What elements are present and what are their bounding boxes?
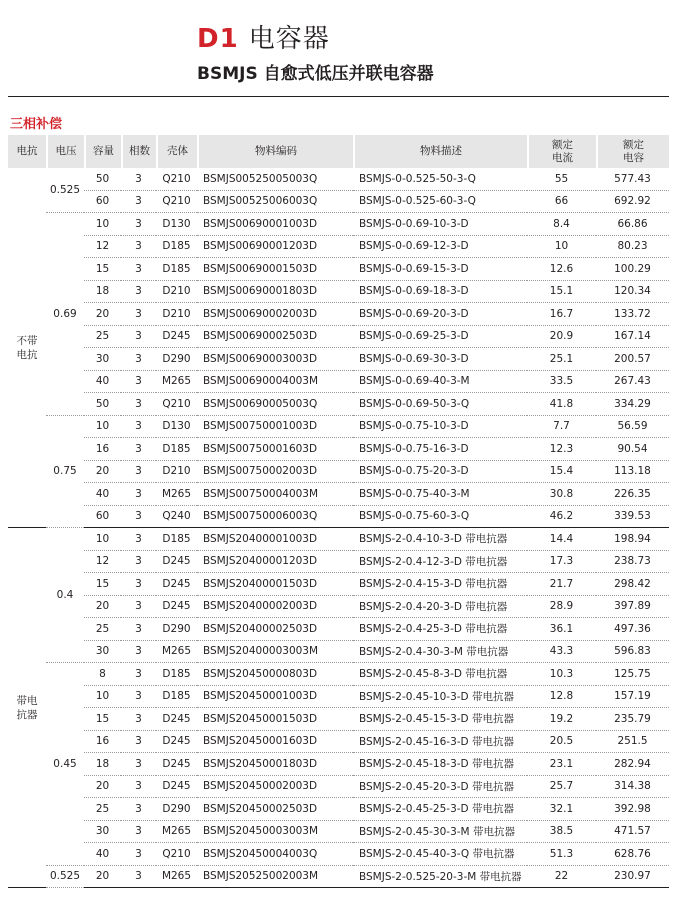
- cell-code: BSMJS00690001503D: [197, 258, 353, 281]
- cell-phases: 3: [121, 258, 156, 281]
- reactance-label-line: 抗器: [16, 708, 38, 721]
- cell-code: BSMJS20450004003Q: [197, 843, 353, 866]
- table-row: [8, 528, 669, 551]
- cell-rated-capacitance: 339.53: [596, 506, 669, 529]
- cell-housing: D245: [156, 708, 197, 731]
- cell-capacity: 18: [84, 753, 121, 776]
- cell-desc: BSMJS-2-0.4-15-3-D 带电抗器: [353, 573, 527, 596]
- cell-phases: 3: [121, 393, 156, 416]
- cell-desc: BSMJS-0-0.69-10-3-D: [353, 213, 527, 236]
- cell-housing: D185: [156, 663, 197, 686]
- cell-rated-current: 17.3: [527, 551, 596, 574]
- cell-phases: 3: [121, 483, 156, 506]
- cell-phases: 3: [121, 438, 156, 461]
- col-header-capacity: 容量: [84, 135, 121, 168]
- cell-rated-capacitance: 596.83: [596, 641, 669, 664]
- cell-code: BSMJS00690001203D: [197, 236, 353, 259]
- table-row: [8, 618, 669, 641]
- cell-code: BSMJS00690004003M: [197, 371, 353, 394]
- cell-rated-current: 36.1: [527, 618, 596, 641]
- cell-desc: BSMJS-0-0.75-10-3-D: [353, 416, 527, 439]
- cell-rated-current: 46.2: [527, 506, 596, 529]
- cell-rated-current: 12.3: [527, 438, 596, 461]
- cell-rated-current: 32.1: [527, 798, 596, 821]
- cell-code: BSMJS20450001003D: [197, 686, 353, 709]
- cell-housing: Q210: [156, 168, 197, 191]
- cell-code: BSMJS20400001003D: [197, 528, 353, 551]
- cell-code: BSMJS00690001803D: [197, 281, 353, 304]
- cell-phases: 3: [121, 753, 156, 776]
- cell-capacity: 10: [84, 528, 121, 551]
- cell-rated-current: 14.4: [527, 528, 596, 551]
- cell-rated-capacitance: 125.75: [596, 663, 669, 686]
- table-row: [8, 438, 669, 461]
- table-row: [8, 213, 669, 236]
- cell-rated-current: 51.3: [527, 843, 596, 866]
- table-row: [8, 731, 669, 754]
- cell-housing: D290: [156, 798, 197, 821]
- cell-desc: BSMJS-2-0.4-12-3-D 带电抗器: [353, 551, 527, 574]
- cell-desc: BSMJS-0-0.75-16-3-D: [353, 438, 527, 461]
- cell-capacity: 12: [84, 236, 121, 259]
- cell-phases: 3: [121, 731, 156, 754]
- cell-capacity: 50: [84, 393, 121, 416]
- cell-desc: BSMJS-2-0.45-10-3-D 带电抗器: [353, 686, 527, 709]
- cell-rated-current: 15.1: [527, 281, 596, 304]
- cell-housing: D290: [156, 348, 197, 371]
- col-header-phases: 相数: [121, 135, 156, 168]
- cell-rated-capacitance: 90.54: [596, 438, 669, 461]
- cell-desc: BSMJS-0-0.525-60-3-Q: [353, 191, 527, 214]
- cell-capacity: 10: [84, 213, 121, 236]
- cell-desc: BSMJS-0-0.69-40-3-M: [353, 371, 527, 394]
- cell-rated-capacitance: 471.57: [596, 821, 669, 844]
- cell-phases: 3: [121, 191, 156, 214]
- cell-capacity: 50: [84, 168, 121, 191]
- cell-capacity: 10: [84, 686, 121, 709]
- cell-desc: BSMJS-2-0.45-20-3-D 带电抗器: [353, 776, 527, 799]
- cell-code: BSMJS20450001803D: [197, 753, 353, 776]
- table-row: [8, 461, 669, 484]
- cell-housing: D185: [156, 438, 197, 461]
- cell-rated-current: 21.7: [527, 573, 596, 596]
- cell-rated-capacitance: 200.57: [596, 348, 669, 371]
- cell-rated-current: 20.5: [527, 731, 596, 754]
- table-row: [8, 371, 669, 394]
- cell-phases: 3: [121, 528, 156, 551]
- cell-housing: D245: [156, 731, 197, 754]
- header-line: 额定: [623, 138, 644, 151]
- cell-phases: 3: [121, 641, 156, 664]
- cell-rated-current: 33.5: [527, 371, 596, 394]
- cell-desc: BSMJS-0-0.525-50-3-Q: [353, 168, 527, 191]
- cell-desc: BSMJS-2-0.45-16-3-D 带电抗器: [353, 731, 527, 754]
- cell-phases: 3: [121, 303, 156, 326]
- cell-phases: 3: [121, 821, 156, 844]
- cell-rated-current: 66: [527, 191, 596, 214]
- cell-code: BSMJS00750002003D: [197, 461, 353, 484]
- cell-capacity: 20: [84, 596, 121, 619]
- cell-capacity: 40: [84, 483, 121, 506]
- cell-rated-capacitance: 80.23: [596, 236, 669, 259]
- cell-capacity: 12: [84, 551, 121, 574]
- cell-phases: 3: [121, 663, 156, 686]
- cell-phases: 3: [121, 348, 156, 371]
- table-row: [8, 753, 669, 776]
- cell-housing: M265: [156, 866, 197, 889]
- cell-capacity: 20: [84, 303, 121, 326]
- cell-voltage-group: 0.525: [46, 866, 84, 889]
- cell-housing: M265: [156, 371, 197, 394]
- table-row: [8, 236, 669, 259]
- cell-desc: BSMJS-2-0.45-40-3-Q 带电抗器: [353, 843, 527, 866]
- header-divider: [8, 96, 669, 97]
- cell-code: BSMJS00690001003D: [197, 213, 353, 236]
- cell-desc: BSMJS-2-0.45-8-3-D 带电抗器: [353, 663, 527, 686]
- cell-capacity: 60: [84, 191, 121, 214]
- cell-rated-current: 28.9: [527, 596, 596, 619]
- table-row: [8, 326, 669, 349]
- col-header-reactance: 电抗: [8, 135, 46, 168]
- cell-rated-capacitance: 198.94: [596, 528, 669, 551]
- cell-housing: D245: [156, 326, 197, 349]
- cell-desc: BSMJS-0-0.75-40-3-M: [353, 483, 527, 506]
- cell-capacity: 40: [84, 843, 121, 866]
- cell-rated-capacitance: 392.98: [596, 798, 669, 821]
- cell-phases: 3: [121, 596, 156, 619]
- cell-code: BSMJS00525006003Q: [197, 191, 353, 214]
- cell-phases: 3: [121, 168, 156, 191]
- cell-desc: BSMJS-0-0.69-20-3-D: [353, 303, 527, 326]
- cell-voltage-group: 0.69: [46, 213, 84, 416]
- cell-code: BSMJS00750001003D: [197, 416, 353, 439]
- cell-rated-current: 23.1: [527, 753, 596, 776]
- cell-capacity: 25: [84, 326, 121, 349]
- cell-rated-current: 55: [527, 168, 596, 191]
- table-row: [8, 551, 669, 574]
- table-row: [8, 686, 669, 709]
- cell-code: BSMJS20525002003M: [197, 866, 353, 889]
- cell-reactance-group: [8, 168, 46, 528]
- cell-rated-capacitance: 235.79: [596, 708, 669, 731]
- cell-desc: BSMJS-0-0.69-18-3-D: [353, 281, 527, 304]
- cell-desc: BSMJS-2-0.45-18-3-D 带电抗器: [353, 753, 527, 776]
- cell-rated-capacitance: 298.42: [596, 573, 669, 596]
- header-line: 电容: [623, 151, 644, 164]
- cell-desc: BSMJS-2-0.4-20-3-D 带电抗器: [353, 596, 527, 619]
- product-name: 电容器: [248, 24, 330, 54]
- cell-housing: Q210: [156, 191, 197, 214]
- cell-code: BSMJS00750006003Q: [197, 506, 353, 529]
- cell-code: BSMJS00525005003Q: [197, 168, 353, 191]
- cell-phases: 3: [121, 866, 156, 889]
- reactance-label-line: 电抗: [16, 348, 38, 361]
- table-row: [8, 191, 669, 214]
- table-row: [8, 708, 669, 731]
- cell-rated-capacitance: 282.94: [596, 753, 669, 776]
- cell-capacity: 18: [84, 281, 121, 304]
- cell-housing: D130: [156, 416, 197, 439]
- page-subtitle: BSMJS 自愈式低压并联电容器: [197, 64, 434, 84]
- cell-code: BSMJS20450002503D: [197, 798, 353, 821]
- table-row: [8, 483, 669, 506]
- cell-housing: D185: [156, 528, 197, 551]
- cell-housing: D210: [156, 281, 197, 304]
- cell-rated-capacitance: 56.59: [596, 416, 669, 439]
- cell-code: BSMJS20400002503D: [197, 618, 353, 641]
- cell-rated-capacitance: 314.38: [596, 776, 669, 799]
- cell-phases: 3: [121, 213, 156, 236]
- cell-housing: M265: [156, 821, 197, 844]
- cell-rated-current: 25.1: [527, 348, 596, 371]
- cell-rated-current: 10: [527, 236, 596, 259]
- cell-capacity: 15: [84, 708, 121, 731]
- cell-capacity: 20: [84, 866, 121, 889]
- cell-desc: BSMJS-0-0.69-12-3-D: [353, 236, 527, 259]
- cell-phases: 3: [121, 798, 156, 821]
- cell-rated-capacitance: 238.73: [596, 551, 669, 574]
- cell-capacity: 40: [84, 371, 121, 394]
- cell-housing: D130: [156, 213, 197, 236]
- table-row: [8, 641, 669, 664]
- table-row: [8, 821, 669, 844]
- cell-phases: 3: [121, 573, 156, 596]
- cell-phases: 3: [121, 506, 156, 529]
- cell-housing: D245: [156, 753, 197, 776]
- cell-desc: BSMJS-0-0.75-60-3-Q: [353, 506, 527, 529]
- table-row: [8, 866, 669, 889]
- cell-housing: M265: [156, 483, 197, 506]
- cell-rated-capacitance: 66.86: [596, 213, 669, 236]
- cell-capacity: 20: [84, 776, 121, 799]
- cell-phases: 3: [121, 776, 156, 799]
- cell-rated-current: 12.8: [527, 686, 596, 709]
- table-body: [8, 168, 669, 888]
- cell-desc: BSMJS-0-0.69-15-3-D: [353, 258, 527, 281]
- cell-rated-current: 25.7: [527, 776, 596, 799]
- cell-housing: D245: [156, 573, 197, 596]
- cell-rated-current: 43.3: [527, 641, 596, 664]
- cell-rated-current: 22: [527, 866, 596, 889]
- cell-rated-capacitance: 267.43: [596, 371, 669, 394]
- capacitor-spec-table: [8, 135, 669, 888]
- cell-rated-current: 8.4: [527, 213, 596, 236]
- cell-reactance-group: [8, 528, 46, 888]
- cell-capacity: 30: [84, 821, 121, 844]
- cell-desc: BSMJS-0-0.75-20-3-D: [353, 461, 527, 484]
- cell-rated-capacitance: 497.36: [596, 618, 669, 641]
- cell-rated-current: 19.2: [527, 708, 596, 731]
- table-row: [8, 393, 669, 416]
- cell-housing: D210: [156, 303, 197, 326]
- table-row: [8, 281, 669, 304]
- cell-capacity: 15: [84, 258, 121, 281]
- cell-desc: BSMJS-0-0.69-30-3-D: [353, 348, 527, 371]
- cell-code: BSMJS00690002503D: [197, 326, 353, 349]
- cell-capacity: 16: [84, 731, 121, 754]
- cell-phases: 3: [121, 686, 156, 709]
- cell-rated-current: 16.7: [527, 303, 596, 326]
- cell-rated-capacitance: 692.92: [596, 191, 669, 214]
- cell-housing: M265: [156, 641, 197, 664]
- cell-rated-current: 7.7: [527, 416, 596, 439]
- cell-capacity: 10: [84, 416, 121, 439]
- table-row: [8, 416, 669, 439]
- cell-rated-capacitance: 251.5: [596, 731, 669, 754]
- cell-rated-capacitance: 230.97: [596, 866, 669, 889]
- cell-housing: Q210: [156, 393, 197, 416]
- cell-rated-current: 15.4: [527, 461, 596, 484]
- cell-rated-capacitance: 157.19: [596, 686, 669, 709]
- cell-code: BSMJS00690002003D: [197, 303, 353, 326]
- cell-code: BSMJS20450003003M: [197, 821, 353, 844]
- cell-desc: BSMJS-2-0.4-30-3-M 带电抗器: [353, 641, 527, 664]
- cell-code: BSMJS00690005003Q: [197, 393, 353, 416]
- cell-capacity: 60: [84, 506, 121, 529]
- cell-code: BSMJS20450001603D: [197, 731, 353, 754]
- cell-housing: Q240: [156, 506, 197, 529]
- cell-rated-capacitance: 113.18: [596, 461, 669, 484]
- cell-code: BSMJS20450001503D: [197, 708, 353, 731]
- col-header-housing: 壳体: [156, 135, 197, 168]
- cell-housing: D185: [156, 258, 197, 281]
- cell-rated-current: 12.6: [527, 258, 596, 281]
- table-row: [8, 303, 669, 326]
- table-row: [8, 258, 669, 281]
- cell-rated-current: 10.3: [527, 663, 596, 686]
- table-row: [8, 798, 669, 821]
- table-header-row: [8, 135, 669, 168]
- cell-capacity: 30: [84, 348, 121, 371]
- table-row: [8, 776, 669, 799]
- table-row: [8, 663, 669, 686]
- cell-rated-capacitance: 334.29: [596, 393, 669, 416]
- cell-rated-capacitance: 133.72: [596, 303, 669, 326]
- cell-phases: 3: [121, 281, 156, 304]
- col-header-voltage: 电压: [46, 135, 84, 168]
- header-line: 额定: [552, 138, 573, 151]
- cell-capacity: 25: [84, 798, 121, 821]
- cell-capacity: 20: [84, 461, 121, 484]
- cell-rated-current: 38.5: [527, 821, 596, 844]
- cell-phases: 3: [121, 461, 156, 484]
- cell-code: BSMJS00750001603D: [197, 438, 353, 461]
- cell-phases: 3: [121, 371, 156, 394]
- cell-code: BSMJS20400001503D: [197, 573, 353, 596]
- cell-voltage-group: 0.45: [46, 663, 84, 866]
- table-row: [8, 348, 669, 371]
- cell-voltage-group: 0.4: [46, 528, 84, 663]
- cell-capacity: 30: [84, 641, 121, 664]
- cell-housing: D210: [156, 461, 197, 484]
- cell-phases: 3: [121, 326, 156, 349]
- cell-code: BSMJS20400003003M: [197, 641, 353, 664]
- table-row: [8, 843, 669, 866]
- cell-phases: 3: [121, 843, 156, 866]
- cell-desc: BSMJS-2-0.525-20-3-M 带电抗器: [353, 866, 527, 889]
- cell-rated-capacitance: 167.14: [596, 326, 669, 349]
- col-header-desc: 物料描述: [353, 135, 527, 168]
- cell-code: BSMJS00750004003M: [197, 483, 353, 506]
- cell-phases: 3: [121, 416, 156, 439]
- cell-code: BSMJS20450002003D: [197, 776, 353, 799]
- cell-housing: D185: [156, 236, 197, 259]
- cell-rated-capacitance: 100.29: [596, 258, 669, 281]
- cell-rated-current: 41.8: [527, 393, 596, 416]
- cell-rated-capacitance: 120.34: [596, 281, 669, 304]
- cell-phases: 3: [121, 551, 156, 574]
- cell-rated-current: 20.9: [527, 326, 596, 349]
- cell-capacity: 8: [84, 663, 121, 686]
- product-code: D1: [197, 24, 239, 54]
- cell-phases: 3: [121, 236, 156, 259]
- cell-desc: BSMJS-2-0.4-10-3-D 带电抗器: [353, 528, 527, 551]
- cell-phases: 3: [121, 708, 156, 731]
- cell-phases: 3: [121, 618, 156, 641]
- section-title: 三相补偿: [10, 117, 63, 132]
- cell-capacity: 25: [84, 618, 121, 641]
- cell-voltage-group: 0.75: [46, 416, 84, 529]
- cell-code: BSMJS00690003003D: [197, 348, 353, 371]
- cell-housing: D245: [156, 596, 197, 619]
- cell-housing: D245: [156, 551, 197, 574]
- col-header-rated-capacitance: [596, 135, 669, 168]
- table-row: [8, 506, 669, 529]
- reactance-label-line: 带电: [16, 694, 38, 707]
- cell-rated-capacitance: 577.43: [596, 168, 669, 191]
- cell-housing: D245: [156, 776, 197, 799]
- cell-voltage-group: 0.525: [46, 168, 84, 213]
- cell-housing: Q210: [156, 843, 197, 866]
- cell-code: BSMJS20450000803D: [197, 663, 353, 686]
- cell-housing: D185: [156, 686, 197, 709]
- cell-desc: BSMJS-0-0.69-50-3-Q: [353, 393, 527, 416]
- cell-desc: BSMJS-2-0.4-25-3-D 带电抗器: [353, 618, 527, 641]
- table-row: [8, 168, 669, 191]
- cell-code: BSMJS20400001203D: [197, 551, 353, 574]
- col-header-code: 物料编码: [197, 135, 353, 168]
- cell-rated-current: 30.8: [527, 483, 596, 506]
- col-header-rated-current: [527, 135, 596, 168]
- cell-capacity: 16: [84, 438, 121, 461]
- page-title: [197, 18, 330, 55]
- table-row: [8, 596, 669, 619]
- table-row: [8, 573, 669, 596]
- cell-code: BSMJS20400002003D: [197, 596, 353, 619]
- cell-capacity: 15: [84, 573, 121, 596]
- cell-rated-capacitance: 628.76: [596, 843, 669, 866]
- reactance-label-line: 不带: [16, 334, 38, 347]
- cell-desc: BSMJS-2-0.45-30-3-M 带电抗器: [353, 821, 527, 844]
- cell-housing: D290: [156, 618, 197, 641]
- header-line: 电流: [552, 151, 573, 164]
- cell-desc: BSMJS-0-0.69-25-3-D: [353, 326, 527, 349]
- cell-rated-capacitance: 397.89: [596, 596, 669, 619]
- cell-desc: BSMJS-2-0.45-15-3-D 带电抗器: [353, 708, 527, 731]
- cell-desc: BSMJS-2-0.45-25-3-D 带电抗器: [353, 798, 527, 821]
- cell-rated-capacitance: 226.35: [596, 483, 669, 506]
